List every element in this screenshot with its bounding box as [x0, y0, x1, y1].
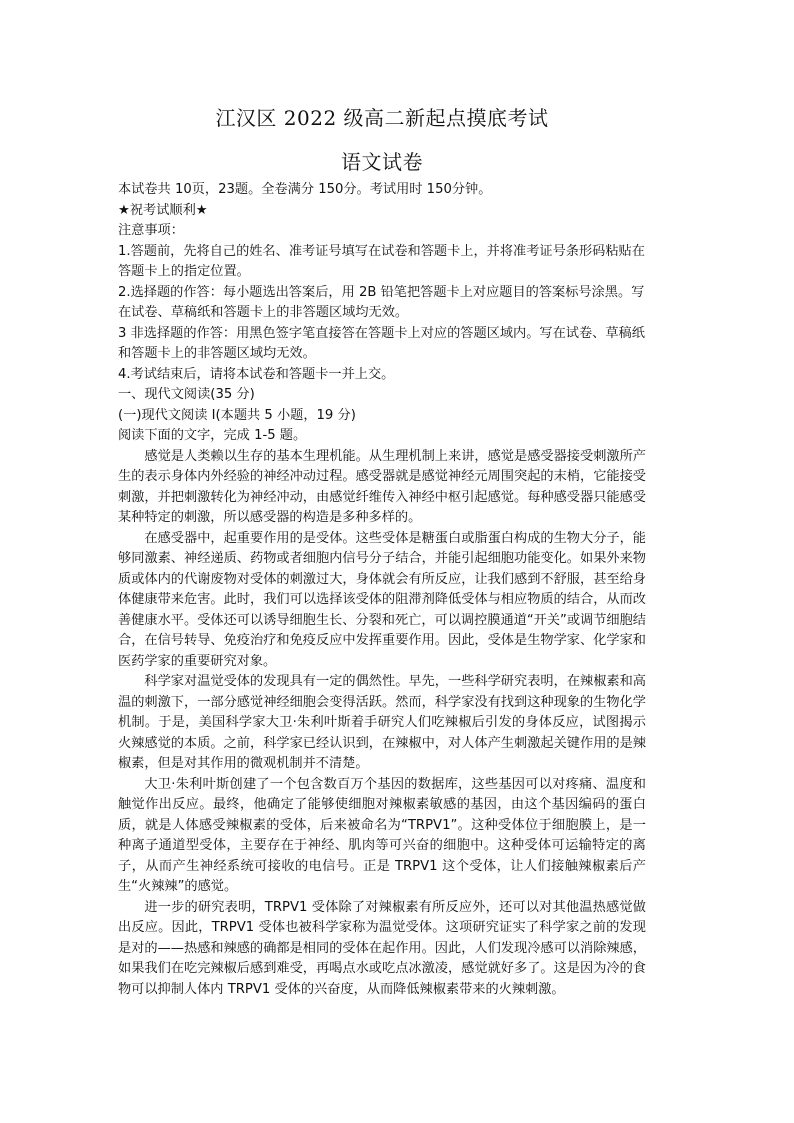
notes-heading: 注意事项：: [118, 223, 184, 238]
reading-instruction: 阅读下面的文字，完成 1-5 题。: [118, 428, 307, 443]
exam-title: 江汉区 2022 级高二新起点摸底考试: [215, 106, 549, 130]
passage-paragraph-4: 大卫·朱利叶斯创建了一个包含数百万个基因的数据库，这些基因可以对疼痛、温度和触觉作出反应。最终，他确定了能够使细胞对辣椒素敏感的基因，由这个基因编码的蛋白质，就是人体感受辣椒素的受体，后来被命名为“TRPV1”。这种受体位于细胞膜上，是一种离子通道型受体，主要存在于神经、肌肉等可兴奋的细胞中。这种受体可运输特定的离子，从而产生神经系统可接收的电信号。正是 TRPV1 这个受体，让人们接触辣椒素后产生“火辣辣”的感觉。: [118, 776, 646, 894]
passage-paragraph-2: 在感受器中，起重要作用的是受体。这些受体是糖蛋白或脂蛋白构成的生物大分子，能够同激素、神经递质、药物或者细胞内信号分子结合，并能引起细胞功能变化。如果外来物质或体内的代谢废物对受体的刺激过大，身体就会有所反应，让我们感到不舒服，甚至给身体健康带来危害。此时，我们可以选择该受体的阻滞剂降低受体与相应物质的结合，从而改善健康水平。受体还可以诱导细胞生长、分裂和死亡，可以调控膜通道“开关”或调节细胞结合，在信号转导、免疫治疗和免疫反应中发挥重要作用。因此，受体是生物学家、化学家和医药学家的重要研究对象。: [118, 530, 646, 669]
section-heading: 一、现代文阅读(35 分): [118, 387, 255, 402]
note-item-3: 3 非选择题的作答：用黑色签字笔直接答在答题卡上对应的答题区域内。写在试卷、草稿纸和答题卡上的非答题区域均无效。: [118, 325, 645, 361]
passage-paragraph-1: 感觉是人类赖以生存的基本生理机能。从生理机制上来讲，感觉是感受器接受刺激所产生的表示身体内外经验的神经冲动过程。感受器就是感觉神经元周围突起的末梢，它能接受刺激，并把刺激转化为神经冲动，由感觉纤维传入神经中枢引起感觉。每种感受器只能感受某种特定的刺激，所以感受器的构造是多种多样的。: [118, 448, 646, 525]
passage-paragraph-5: 进一步的研究表明，TRPV1 受体除了对辣椒素有所反应外，还可以对其他温热感觉做出反应。因此，TRPV1 受体也被科学家称为温觉受体。这项研究证实了科学家之前的发现是对的——热感和辣感的确都是相同的受体在起作用。因此，人们发现冷感可以消除辣感，如果我们在吃完辣椒后感到难受，再喝点水或吃点冰激凌，感觉就好多了。这是因为冷的食物可以抑制人体内 TRPV1 受体的兴奋度，从而降低辣椒素带来的火辣刺激。: [118, 899, 646, 997]
blessing-text: ★祝考试顺利★: [118, 202, 208, 218]
exam-info: 本试卷共 10页，23题。全卷满分 150分。考试用时 150分钟。: [118, 182, 492, 197]
exam-page: [118, 104, 646, 1000]
note-item-1: 1.答题前，先将自己的姓名、准考证号填写在试卷和答题卡上，并将准考证号条形码粘贴在答题卡上的指定位置。: [118, 243, 645, 279]
exam-subtitle: 语文试卷: [341, 150, 423, 174]
passage-paragraph-3: 科学家对温觉受体的发现具有一定的偶然性。早先，一些科学研究表明，在辣椒素和高温的刺激下，一部分感觉神经细胞会变得活跃。然而，科学家没有找到这种现象的生物化学机制。于是，美国科学家大卫·朱利叶斯着手研究人们吃辣椒后引发的身体反应，试图揭示火辣感觉的本质。之前，科学家已经认识到，在辣椒中，对人体产生刺激起关键作用的是辣椒素，但是对其作用的微观机制并不清楚。: [118, 674, 646, 771]
note-item-4: 4.考试结束后，请将本试卷和答题卡一并上交。: [118, 366, 395, 382]
note-item-2: 2.选择题的作答：每小题选出答案后，用 2B 铅笔把答题卡上对应题目的答案标号涂黑。写在试卷、草稿纸和答题卡上的非答题区域均无效。: [118, 284, 645, 320]
section-subheading: (一)现代文阅读 I(本题共 5 小题，19 分): [118, 407, 356, 423]
